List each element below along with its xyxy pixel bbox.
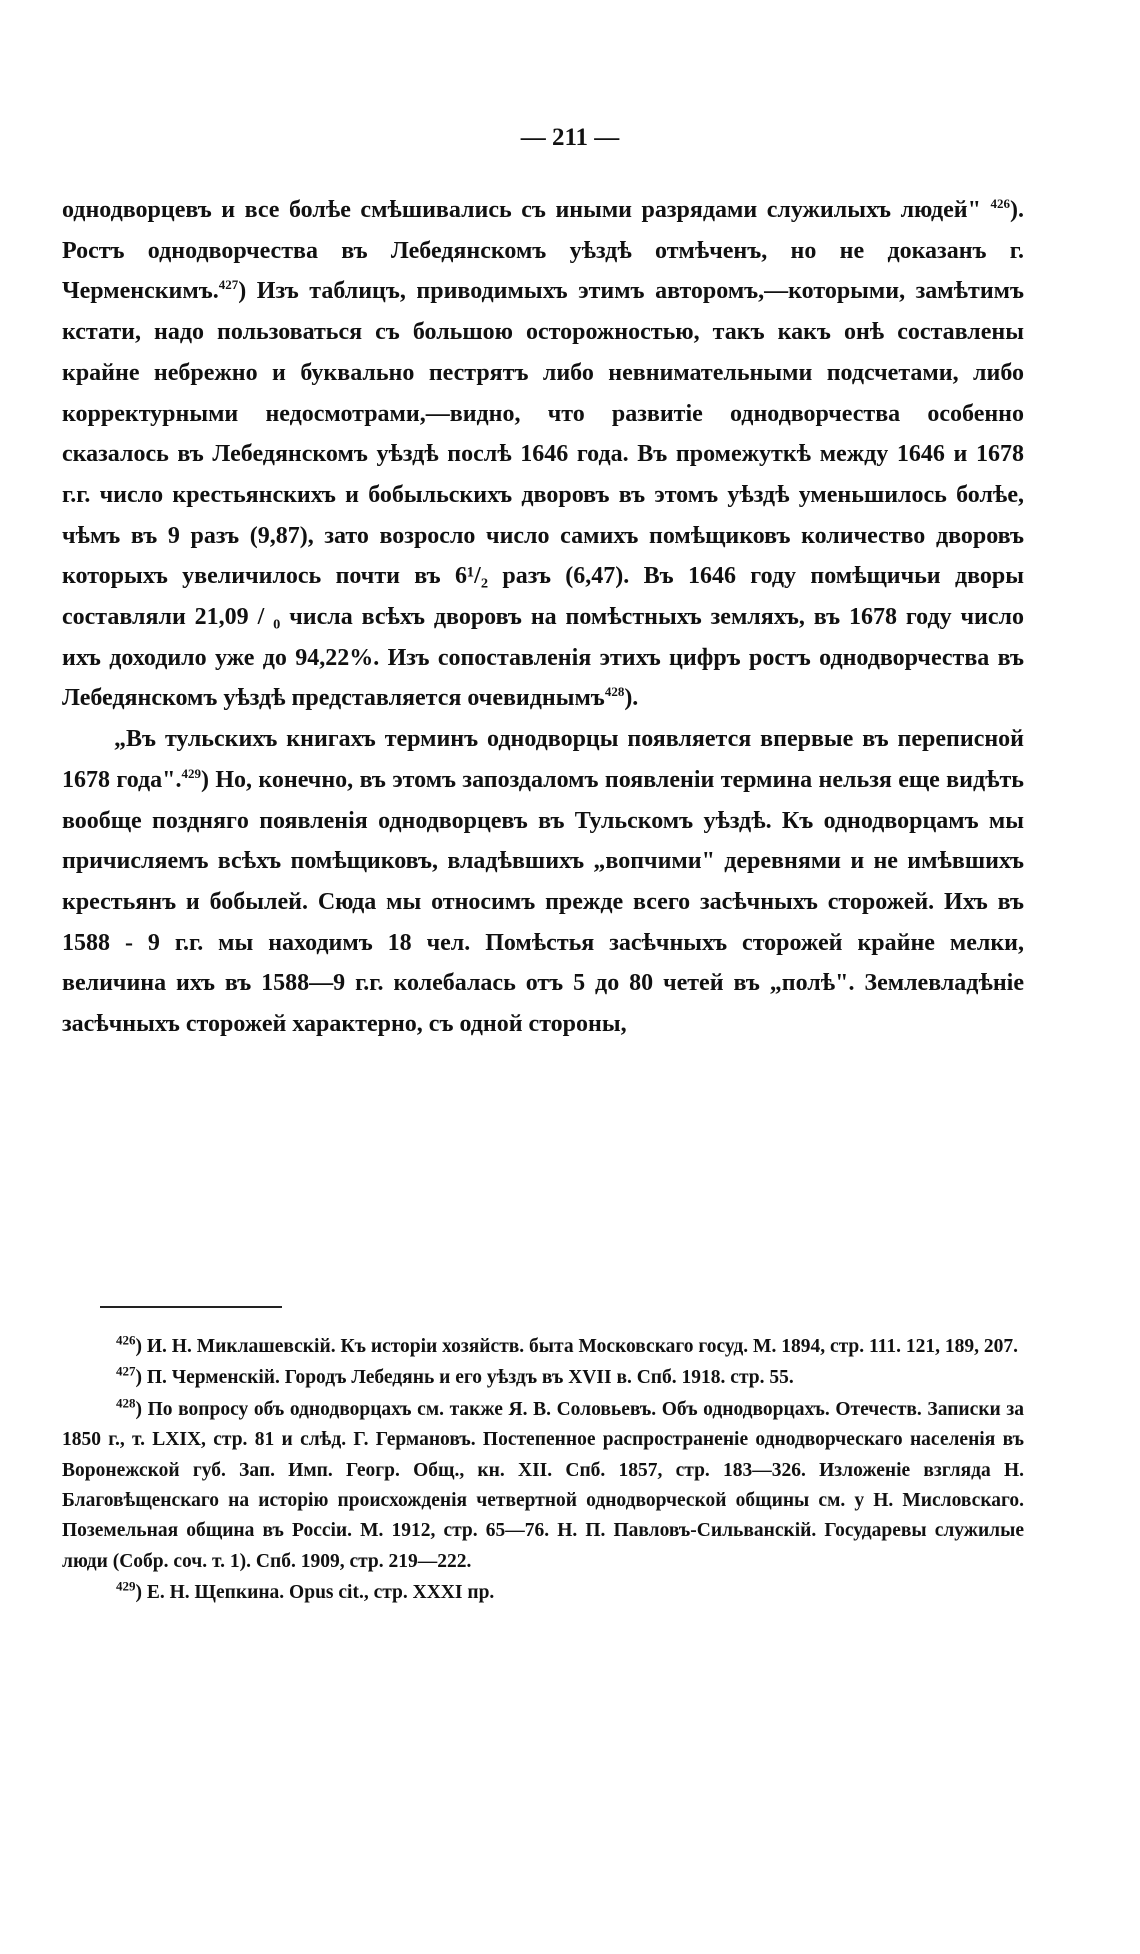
footnote-number: 426 [116, 1332, 136, 1348]
footnote-number: 428 [116, 1395, 136, 1411]
footnote-ref-429: 429 [181, 765, 201, 781]
footnote-text: ) И. Н. Миклашевскій. Къ исторіи хозяйств. быта Московскаго госуд. М. 1894, стр. 111. 121, 189, 207. [135, 1336, 1018, 1357]
paragraph-2 [62, 719, 1024, 1045]
paragraph-1-text-d: ). [624, 685, 639, 712]
paragraph-1-text-c: ) Изъ таблицъ, приводимыхъ этимъ авторомъ,—которыми, замѣтимъ кстати, надо пользоваться съ большою осторожностью, такъ какъ онѣ составлены крайне небрежно и буквально пестрятъ либо невнимательными подсчетами, либо корректурными недосмотрами,—видно, что развитіе однодворчества особенно сказалось въ Лебедянскомъ уѣздѣ послѣ 1646 года. Въ промежуткѣ между 1646 и 1678 г.г. число крестьянскихъ и бобыльскихъ дворовъ въ этомъ уѣздѣ уменьшилось болѣе, чѣмъ въ 9 разъ (9,87), зато возросло число самихъ помѣщиковъ количество дворовъ которыхъ увеличилось почти въ 6¹/₂ разъ (6,47). Въ 1646 году помѣщичьи дворы составляли 21,09 / ₀ числа всѣхъ дворовъ на помѣстныхъ земляхъ, въ 1678 году число ихъ доходило уже до 94,22%. Изъ сопоставленія этихъ цифръ ростъ однодворчества въ Лебедянскомъ уѣздѣ представляется очевиднымъ [62, 278, 1024, 712]
footnote-ref-427: 427 [218, 277, 239, 293]
footnote-428 [62, 1395, 1024, 1577]
footnote-text: ) П. Черменскій. Городъ Лебедянь и его уѣздъ въ XVII в. Спб. 1918. стр. 55. [135, 1367, 794, 1389]
main-text [62, 190, 1024, 1045]
footnote-text: ) По вопросу объ однодворцахъ см. также Я. В. Соловьевъ. Объ однодворцахъ. Отечеств. Записки за 1850 г., т. LXIX, стр. 81 и слѣд. Г. Германовъ. Постепенное распространеніе однодворческаго населенія въ Воронежской губ. Зап. Имп. Геогр. Общ., кн. XII. Спб. 1857, стр. 183—326. Изложеніе взгляда Н. Благовѣщенскаго на исторію происхожденія четвертной однодворческой общины см. у Н. Мисловскаго. Поземельная община въ Россіи. М. 1912, стр. 65—76. Н. П. Павловъ-Сильванскій. Государевы служилые люди (Собр. соч. т. 1). Спб. 1909, стр. 219—222. [62, 1398, 1024, 1572]
footnote-426 [62, 1332, 1024, 1362]
paragraph-2-text-b: ) Но, конечно, въ этомъ запоздаломъ появленіи термина нельзя еще видѣть вообще позднягo появленія однодворцевъ въ Тульскомъ уѣздѣ. Къ однодворцамъ мы причисляемъ всѣхъ помѣщиковъ, владѣвшихъ „вопчими" деревнями и не имѣвшихъ крестьянъ и бобылей. Сюда мы относимъ прежде всего засѣчныхъ сторожей. Ихъ въ 1588 - 9 г.г. мы находимъ 18 чел. Помѣстья засѣчныхъ сторожей крайне мелки, величина ихъ въ 1588—9 г.г. колебалась отъ 5 до 80 четей въ „полѣ". Землевладѣніе засѣчныхъ сторожей характерно, съ одной стороны, [62, 766, 1024, 1038]
paragraph-2-text-a: „Въ тульскихъ книгахъ терминъ однодворцы появляется впервые въ переписной 1678 года". [62, 726, 1024, 793]
footnote-ref-426: 426 [990, 196, 1011, 211]
footnote-427 [62, 1363, 1024, 1393]
paragraph-1-text-a: однодворцевъ и все болѣе смѣшивались съ иными разрядами служилыхъ людей" [62, 197, 981, 223]
footnote-text: ) Е. Н. Щепкина. Opus cit., стр. XXXI пр. [135, 1582, 495, 1604]
footnote-429 [62, 1578, 1024, 1608]
paragraph-1 [62, 190, 1024, 719]
page-number: — 211 — [520, 124, 620, 151]
footnotes [62, 1332, 1024, 1610]
footnote-number: 427 [116, 1363, 136, 1379]
footnote-number: 429 [116, 1578, 136, 1594]
footnote-divider [100, 1306, 282, 1308]
footnote-ref-428: 428 [604, 684, 625, 700]
paragraph-1-text-b: ). Ростъ однодворчества въ Лебедянскомъ уѣздѣ отмѣченъ, но не доказанъ г. Черменскимъ. [62, 197, 1025, 305]
